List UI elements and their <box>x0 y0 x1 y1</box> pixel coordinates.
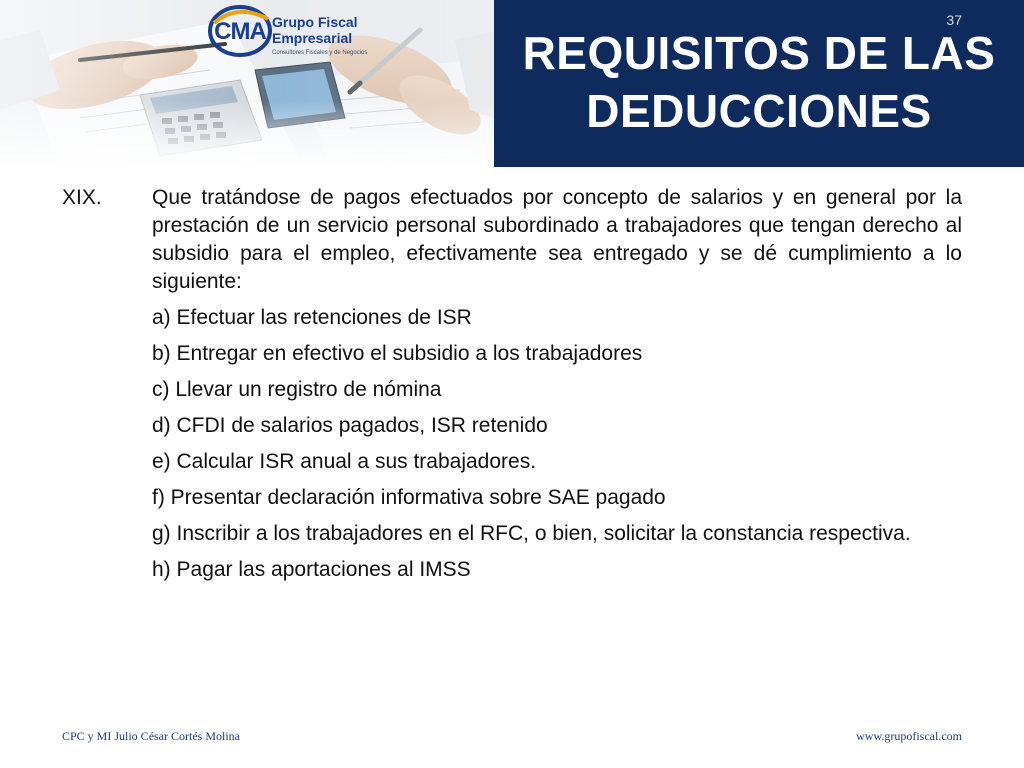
requirement-item <box>62 184 962 592</box>
slide-title-line-2: DEDUCCIONES <box>586 85 932 137</box>
requirement-text: Que tratándose de pagos efectuados por concepto de salarios y en general por la prestación de un servicio personal subordinado a trabajadores que tengan derecho al subsidio para el empleo, efectivamente sea entregado y se dé cumplimiento a lo siguiente: <box>152 186 962 293</box>
sub-requirement-c: c) Llevar un registro de nómina <box>152 378 442 401</box>
slide-title-line-1: REQUISITOS DE LAS <box>522 27 996 79</box>
sub-requirement-g: g) Inscribir a los trabajadores en el RFC, o bien, solicitar la constancia respectiva. <box>152 522 911 545</box>
svg-text:Grupo Fiscal: Grupo Fiscal <box>272 14 358 30</box>
svg-text:Consultores Fiscales y de Nego: Consultores Fiscales y de Negocios <box>272 50 368 56</box>
sub-requirement-f: f) Presentar declaración informativa sobre SAE pagado <box>152 486 666 509</box>
footer-author: CPC y MI Julio César Cortés Molina <box>62 729 241 743</box>
sub-requirement-h: h) Pagar las aportaciones al IMSS <box>152 558 471 581</box>
svg-text:Empresarial: Empresarial <box>272 30 353 46</box>
company-logo <box>208 3 376 59</box>
slide-body <box>62 184 962 592</box>
sub-requirements-list <box>152 304 962 584</box>
slide-title <box>494 24 1024 140</box>
svg-text:CMA: CMA <box>214 18 266 45</box>
slide-number: 37 <box>946 12 962 28</box>
footer-website: www.grupofiscal.com <box>856 729 962 743</box>
sub-requirement-b: b) Entregar en efectivo el subsidio a los trabajadores <box>152 342 643 365</box>
title-block <box>494 0 1024 167</box>
sub-requirement-e: e) Calcular ISR anual a sus trabajadores. <box>152 450 537 473</box>
sub-requirement-a: a) Efectuar las retenciones de ISR <box>152 306 472 329</box>
requirement-number: XIX. <box>62 186 102 209</box>
sub-requirement-d: d) CFDI de salarios pagados, ISR retenido <box>152 414 548 437</box>
requirement-body <box>152 184 962 592</box>
